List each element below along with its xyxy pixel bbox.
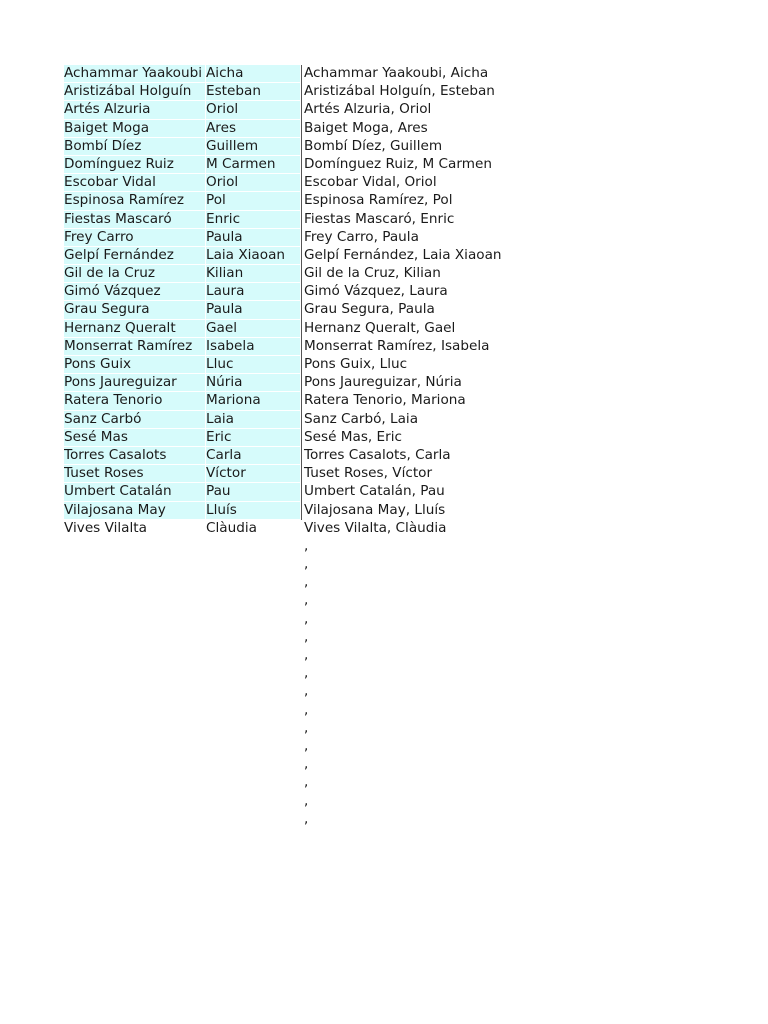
surname-cell[interactable]: Ratera Tenorio <box>64 392 205 409</box>
full-name-cell[interactable]: , <box>304 592 309 609</box>
first-name-cell[interactable]: Guillem <box>206 138 300 155</box>
surname-cell[interactable] <box>64 774 205 791</box>
full-name-cell[interactable]: , <box>304 774 309 791</box>
table-row <box>64 156 524 174</box>
first-name-cell[interactable]: Laia Xiaoan <box>206 247 300 264</box>
surname-cell[interactable]: Vives Vilalta <box>64 519 147 536</box>
full-name-cell[interactable]: Tuset Roses, Víctor <box>304 465 433 482</box>
full-name-cell[interactable]: Fiestas Mascaró, Enric <box>304 210 455 227</box>
table-row <box>64 356 524 374</box>
table-row <box>64 301 524 319</box>
full-name-cell[interactable]: , <box>304 574 309 591</box>
full-name-cell[interactable]: Monserrat Ramírez, Isabela <box>304 337 490 354</box>
table-row <box>64 629 524 647</box>
table-row <box>64 229 524 247</box>
table-row <box>64 520 524 538</box>
table-row <box>64 320 524 338</box>
full-name-cell[interactable]: , <box>304 537 309 554</box>
surname-cell[interactable] <box>64 665 205 682</box>
table-row <box>64 211 524 229</box>
table-row <box>64 447 524 465</box>
table-row <box>64 556 524 574</box>
first-name-cell[interactable]: Laura <box>206 283 300 300</box>
full-name-cell[interactable]: Domínguez Ruiz, M Carmen <box>304 155 492 172</box>
table-row <box>64 702 524 720</box>
full-name-cell[interactable]: , <box>304 628 309 645</box>
table-row <box>64 192 524 210</box>
surname-cell[interactable] <box>64 538 205 555</box>
first-name-cell[interactable]: Paula <box>206 229 300 246</box>
first-name-cell[interactable] <box>206 611 300 628</box>
full-name-cell[interactable]: Achammar Yaakoubi, Aicha <box>304 65 489 81</box>
surname-cell[interactable]: Pons Jaureguizar <box>64 374 205 391</box>
table-row <box>64 465 524 483</box>
surname-cell[interactable]: Domínguez Ruiz <box>64 156 205 173</box>
first-name-cell[interactable]: Esteban <box>206 83 300 100</box>
table-row <box>64 665 524 683</box>
surname-cell[interactable]: Escobar Vidal <box>64 174 205 191</box>
table-row <box>64 774 524 792</box>
full-name-cell[interactable]: Bombí Díez, Guillem <box>304 137 443 154</box>
table-row <box>64 756 524 774</box>
full-name-cell[interactable]: Hernanz Queralt, Gael <box>304 319 456 336</box>
surname-cell[interactable]: Gimó Vázquez <box>64 283 205 300</box>
full-name-cell[interactable]: , <box>304 647 309 663</box>
table-row <box>64 411 524 429</box>
full-name-cell[interactable]: Baiget Moga, Ares <box>304 119 428 136</box>
surname-cell[interactable] <box>64 720 205 737</box>
first-name-cell[interactable]: Mariona <box>206 392 300 409</box>
first-name-cell[interactable]: Aicha <box>206 65 300 82</box>
surname-cell[interactable] <box>64 811 205 828</box>
surname-cell[interactable]: Umbert Catalán <box>64 483 205 500</box>
table-row <box>64 338 524 356</box>
full-name-cell[interactable]: , <box>304 701 309 718</box>
table-row <box>64 374 524 392</box>
full-name-cell[interactable]: , <box>304 737 309 754</box>
first-name-cell[interactable]: Oriol <box>206 174 300 191</box>
surname-cell[interactable] <box>64 702 205 719</box>
full-name-cell[interactable]: Frey Carro, Paula <box>304 228 419 245</box>
table-row <box>64 592 524 610</box>
surname-cell[interactable] <box>64 574 205 591</box>
first-name-cell[interactable]: Isabela <box>206 338 300 355</box>
surname-cell[interactable] <box>64 738 205 755</box>
surname-cell[interactable] <box>64 629 205 646</box>
table-row <box>64 138 524 156</box>
surname-cell[interactable] <box>64 793 205 810</box>
first-name-cell[interactable]: Kilian <box>206 265 300 282</box>
full-name-cell[interactable]: , <box>304 719 309 736</box>
full-name-cell[interactable]: Artés Alzuria, Oriol <box>304 101 432 118</box>
table-row <box>64 101 524 119</box>
surname-cell[interactable]: Baiget Moga <box>64 120 205 137</box>
full-name-cell[interactable]: , <box>304 756 309 773</box>
table-row <box>64 65 524 83</box>
first-name-cell[interactable] <box>206 702 300 719</box>
full-name-cell[interactable]: , <box>304 683 309 700</box>
table-row <box>64 83 524 101</box>
surname-cell[interactable]: Fiestas Mascaró <box>64 211 205 228</box>
surname-cell[interactable]: Gelpí Fernández <box>64 247 205 264</box>
surname-cell[interactable]: Artés Alzuria <box>64 101 205 118</box>
full-name-cell[interactable]: Ratera Tenorio, Mariona <box>304 392 466 409</box>
surname-cell[interactable]: Grau Segura <box>64 301 205 318</box>
table-row <box>64 247 524 265</box>
full-name-cell[interactable]: Sanz Carbó, Laia <box>304 410 419 427</box>
surname-cell[interactable]: Tuset Roses <box>64 465 205 482</box>
full-name-cell[interactable]: Aristizábal Holguín, Esteban <box>304 83 495 100</box>
surname-cell[interactable]: Sanz Carbó <box>64 411 205 428</box>
first-name-cell[interactable]: Eric <box>206 429 300 446</box>
full-name-cell[interactable]: Gil de la Cruz, Kilian <box>304 265 441 282</box>
first-name-cell[interactable]: Núria <box>206 374 300 391</box>
first-name-cell[interactable] <box>206 647 300 664</box>
surname-cell[interactable]: Torres Casalots <box>64 447 205 464</box>
surname-cell[interactable]: Sesé Mas <box>64 429 205 446</box>
surname-cell[interactable]: Vilajosana May <box>64 502 205 519</box>
first-name-cell[interactable]: Laia <box>206 411 300 428</box>
full-name-cell[interactable]: Vives Vilalta, Clàudia <box>304 519 447 536</box>
full-name-cell[interactable]: Escobar Vidal, Oriol <box>304 174 437 191</box>
table-row <box>64 683 524 701</box>
table-row <box>64 793 524 811</box>
full-name-cell[interactable]: Torres Casalots, Carla <box>304 446 451 463</box>
surname-cell[interactable]: Frey Carro <box>64 229 205 246</box>
full-name-cell[interactable]: Sesé Mas, Eric <box>304 428 402 445</box>
table-row <box>64 483 524 501</box>
surname-cell[interactable]: Monserrat Ramírez <box>64 338 205 355</box>
column-divider <box>301 65 302 520</box>
table-row <box>64 611 524 629</box>
table-row <box>64 265 524 283</box>
surname-cell[interactable]: Bombí Díez <box>64 138 205 155</box>
table-row <box>64 429 524 447</box>
first-name-cell[interactable]: Ares <box>206 120 300 137</box>
first-name-cell[interactable]: Carla <box>206 447 300 464</box>
full-name-cell[interactable]: , <box>304 610 309 627</box>
first-name-cell[interactable] <box>206 774 300 791</box>
first-name-cell[interactable] <box>206 793 300 810</box>
surname-cell[interactable] <box>64 647 205 664</box>
first-name-cell[interactable]: Gael <box>206 320 300 337</box>
full-name-cell[interactable]: Espinosa Ramírez, Pol <box>304 192 453 209</box>
table-row <box>64 502 524 520</box>
table-row <box>64 647 524 665</box>
table-row <box>64 392 524 410</box>
full-name-cell[interactable]: , <box>304 792 309 809</box>
table-row <box>64 174 524 192</box>
table-row <box>64 120 524 138</box>
surname-cell[interactable]: Gil de la Cruz <box>64 265 205 282</box>
table-row <box>64 738 524 756</box>
full-name-cell[interactable]: , <box>304 665 309 682</box>
first-name-cell[interactable]: Oriol <box>206 101 300 118</box>
first-name-cell[interactable] <box>206 683 300 700</box>
surname-cell[interactable] <box>64 683 205 700</box>
first-name-cell[interactable] <box>206 756 300 773</box>
table-row <box>64 538 524 556</box>
table-row <box>64 811 524 829</box>
full-name-cell[interactable]: , <box>304 556 309 573</box>
full-name-cell[interactable]: Umbert Catalán, Pau <box>304 483 445 500</box>
first-name-cell[interactable]: Lluís <box>206 502 300 519</box>
table-row <box>64 720 524 738</box>
surname-cell[interactable]: Aristizábal Holguín <box>64 83 205 100</box>
surname-cell[interactable]: Pons Guix <box>64 356 205 373</box>
full-name-cell[interactable]: Pons Jaureguizar, Núria <box>304 374 462 391</box>
first-name-cell[interactable] <box>206 811 300 828</box>
first-name-cell[interactable] <box>206 665 300 682</box>
first-name-cell[interactable]: Víctor <box>206 465 300 482</box>
first-name-cell[interactable] <box>206 720 300 737</box>
surname-cell[interactable] <box>64 592 205 609</box>
full-name-cell[interactable]: Grau Segura, Paula <box>304 301 435 318</box>
surname-cell[interactable]: Achammar Yaakoubi <box>64 65 205 82</box>
first-name-cell[interactable] <box>206 574 300 591</box>
first-name-cell[interactable]: M Carmen <box>206 156 300 173</box>
table-row <box>64 574 524 592</box>
first-name-cell[interactable]: Paula <box>206 301 300 318</box>
full-name-cell[interactable]: Gelpí Fernández, Laia Xiaoan <box>304 246 502 263</box>
first-name-cell[interactable] <box>206 592 300 609</box>
first-name-cell[interactable] <box>206 629 300 646</box>
first-name-cell[interactable] <box>206 556 300 573</box>
first-name-cell[interactable]: Lluc <box>206 356 300 373</box>
surname-cell[interactable]: Espinosa Ramírez <box>64 192 205 209</box>
surname-cell[interactable] <box>64 756 205 773</box>
surname-cell[interactable] <box>64 556 205 573</box>
first-name-cell[interactable] <box>206 538 300 555</box>
full-name-cell[interactable]: Vilajosana May, Lluís <box>304 501 446 518</box>
first-name-cell[interactable]: Pau <box>206 483 300 500</box>
first-name-cell[interactable]: Pol <box>206 192 300 209</box>
spreadsheet-grid <box>64 65 524 829</box>
full-name-cell[interactable]: Pons Guix, Lluc <box>304 356 408 372</box>
table-row <box>64 283 524 301</box>
surname-cell[interactable] <box>64 611 205 628</box>
surname-cell[interactable]: Hernanz Queralt <box>64 320 205 337</box>
first-name-cell[interactable]: Clàudia <box>206 519 257 536</box>
full-name-cell[interactable]: Gimó Vázquez, Laura <box>304 283 448 300</box>
full-name-cell[interactable]: , <box>304 810 309 827</box>
first-name-cell[interactable]: Enric <box>206 211 300 228</box>
first-name-cell[interactable] <box>206 738 300 755</box>
